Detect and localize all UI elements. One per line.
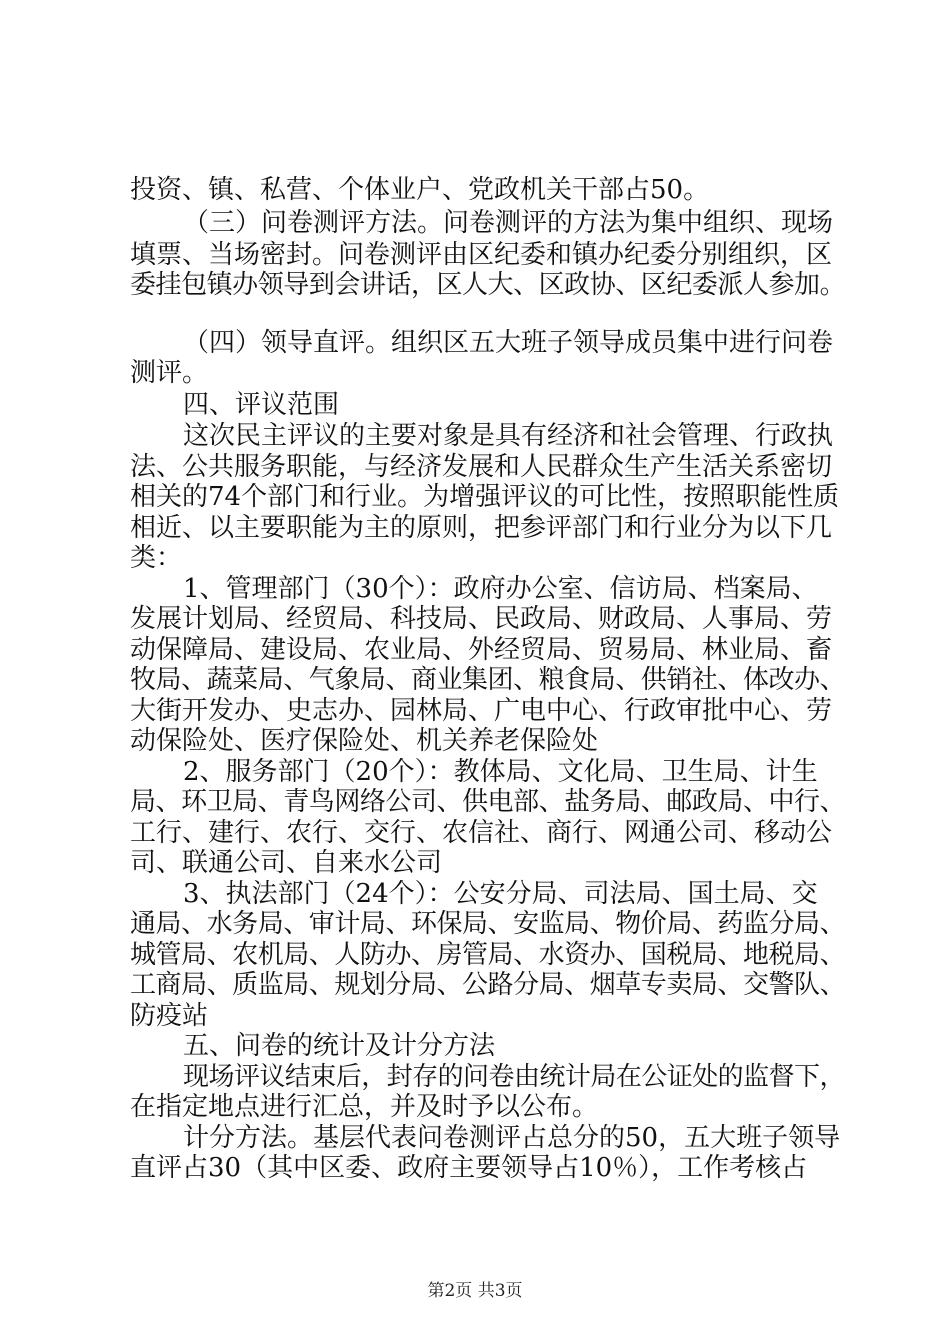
text-line: 工商局、质监局、规划分局、公路分局、烟草专卖局、交警队、 — [130, 970, 846, 1000]
text-line: 发展计划局、经贸局、科技局、民政局、财政局、人事局、劳 — [130, 604, 833, 634]
text-line: （三）问卷测评方法。问卷测评的方法为集中组织、现场 — [183, 208, 834, 238]
text-line: 在指定地点进行汇总，并及时予以公布。 — [130, 1092, 599, 1122]
text-line: 司、联通公司、自来水公司 — [130, 848, 443, 878]
text-line: 防疫站 — [130, 1001, 209, 1031]
text-line: 委挂包镇办领导到会讲话，区人大、区政协、区纪委派人参加。 — [130, 270, 846, 300]
text-line: 2、服务部门（20个）：教体局、文化局、卫生局、计生 — [183, 757, 818, 787]
text-line: 直评占30（其中区委、政府主要领导占10％），工作考核占 — [130, 1153, 808, 1183]
text-line: 法、公共服务职能，与经济发展和人民群众生产生活关系密切 — [130, 452, 833, 482]
text-line: 这次民主评议的主要对象是具有经济和社会管理、行政执 — [183, 421, 834, 451]
text-line: 类： — [130, 543, 183, 573]
text-line: 局、环卫局、青鸟网络公司、供电部、盐务局、邮政局、中行、 — [130, 787, 846, 817]
text-line: （四）领导直评。组织区五大班子领导成员集中进行问卷 — [183, 328, 834, 358]
text-line: 3、执法部门（24个）：公安分局、司法局、国土局、交 — [183, 879, 818, 909]
text-line: 1、管理部门（30个）：政府办公室、信访局、档案局、 — [183, 574, 818, 604]
text-line: 动保障局、建设局、农业局、外经贸局、贸易局、林业局、畜 — [130, 635, 833, 665]
text-line: 现场评议结束后，封存的问卷由统计局在公证处的监督下， — [183, 1062, 845, 1092]
section-heading: 四、评议范围 — [183, 390, 340, 420]
text-line: 通局、水务局、审计局、环保局、安监局、物价局、药监分局、 — [130, 909, 846, 939]
text-line: 相近、以主要职能为主的原则，把参评部门和行业分为以下几 — [130, 513, 833, 543]
text-line: 计分方法。基层代表问卷测评占总分的50，五大班子领导 — [183, 1123, 841, 1153]
page-number-footer: 第2页 共3页 — [427, 1281, 523, 1301]
text-line: 大街开发办、史志办、园林局、广电中心、行政审批中心、劳 — [130, 696, 833, 726]
text-line: 填票、当场密封。问卷测评由区纪委和镇办纪委分别组织，区 — [130, 240, 833, 270]
text-line: 相关的74个部门和行业。为增强评议的可比性，按照职能性质 — [130, 482, 840, 512]
section-heading: 五、问卷的统计及计分方法 — [183, 1031, 496, 1061]
text-line: 动保险处、医疗保险处、机关养老保险处 — [130, 726, 599, 756]
text-line: 牧局、蔬菜局、气象局、商业集团、粮食局、供销社、体改办、 — [130, 665, 846, 695]
text-line: 城管局、农机局、人防办、房管局、水资办、国税局、地税局、 — [130, 940, 846, 970]
text-line: 测评。 — [130, 358, 209, 388]
text-line: 工行、建行、农行、交行、农信社、商行、网通公司、移动公 — [130, 818, 833, 848]
text-line: 投资、镇、私营、个体业户、党政机关干部占50。 — [130, 175, 710, 205]
